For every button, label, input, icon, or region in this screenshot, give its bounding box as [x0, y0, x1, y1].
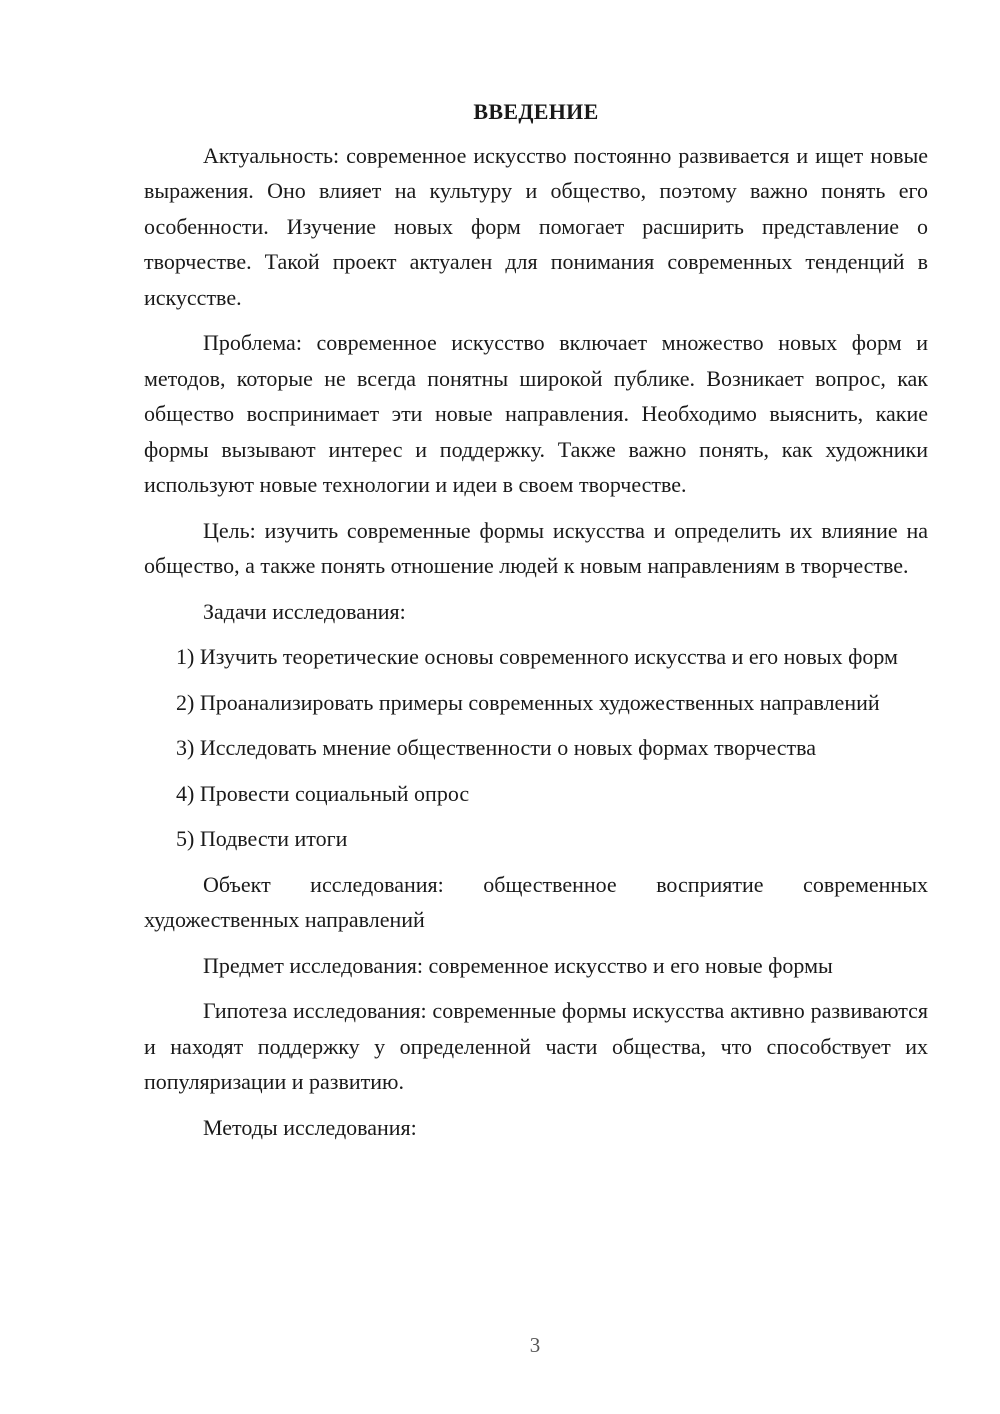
task-item-4: 4) Провести социальный опрос [176, 780, 470, 806]
methods-heading: Методы исследования: [203, 1114, 417, 1140]
goal-paragraph: Цель: изучить современные формы искусства и определить их влияние на общество, а также понять отношение людей к новым направлениям в творчестве. [144, 517, 928, 578]
task-item-2: 2) Проанализировать примеры современных художественных направлений [176, 689, 880, 715]
page-number: 3 [529, 1333, 541, 1357]
page-body [144, 94, 928, 1155]
relevance-paragraph: Актуальность: современное искусство постоянно развивается и ищет новые выражения. Оно влияет на культуру и общество, поэтому важно понять его особенности. Изучение новых форм помогает расширить представление о творчестве. Такой проект актуален для понимания современных тенденций в искусстве. [144, 142, 928, 310]
task-item-1: 1) Изучить теоретические основы современного искусства и его новых форм [176, 644, 898, 669]
task-item-3: 3) Исследовать мнение общественности о новых формах творчества [176, 735, 817, 760]
problem-paragraph: Проблема: современное искусство включает множество новых форм и методов, которые не всегда понятны широкой публике. Возникает вопрос, как общество воспринимает эти новые направления. Необходимо выяснить, какие формы вызывают интерес и поддержку. Также важно понять, как художники используют новые технологии и идеи в своем творчестве. [144, 330, 928, 497]
object-paragraph: Объект исследования: общественное восприятие современных художественных направлений [144, 871, 928, 932]
hypothesis-paragraph: Гипотеза исследования: современные формы искусства активно развиваются и находят поддержку у определенной части общества, что способствует их популяризации и развитию. [144, 998, 928, 1094]
tasks-heading: Задачи исследования: [203, 598, 406, 624]
task-item-5: 5) Подвести итоги [176, 826, 348, 851]
section-heading: ВВЕДЕНИЕ [473, 99, 599, 124]
subject-paragraph: Предмет исследования: современное искусство и его новые формы [203, 952, 833, 978]
